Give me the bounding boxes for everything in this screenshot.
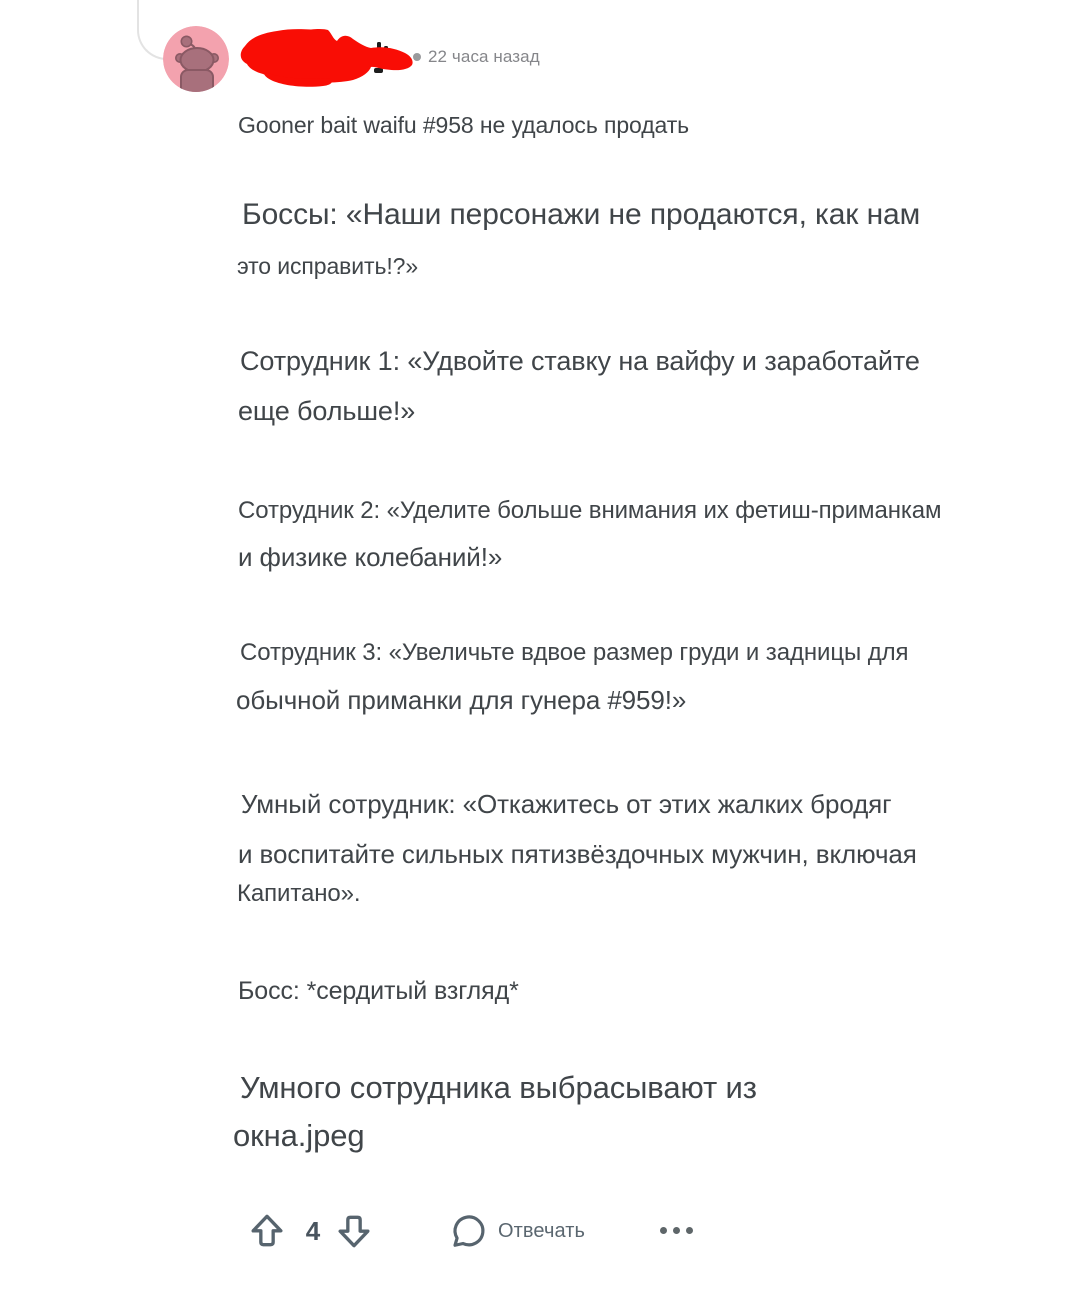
- comment-text-line: и физике колебаний!»: [238, 542, 503, 572]
- snoo-avatar-icon: [163, 26, 229, 92]
- upvote-arrow-icon: [247, 1211, 287, 1251]
- comment-timestamp: 22 часа назад: [428, 47, 540, 66]
- reply-button-label: Отвечать: [498, 1219, 586, 1242]
- comment-text-line: Умный сотрудник: «Откажитесь от этих жалких бродяг: [241, 789, 892, 819]
- avatar[interactable]: [163, 26, 229, 92]
- comment-text-line: Сотрудник 3: «Увеличьте вдвое размер груди и задницы для: [240, 639, 909, 666]
- comment-text-line: окна.jpeg: [233, 1118, 365, 1153]
- ellipsis-icon: [660, 1227, 693, 1234]
- meta-separator-dot: [413, 53, 421, 61]
- more-options-button[interactable]: [654, 1221, 698, 1239]
- comment-text-line: Боссы: «Наши персонажи не продаются, как нам: [242, 198, 921, 231]
- vote-count: 4: [305, 1216, 321, 1246]
- reply-button[interactable]: [449, 1211, 585, 1251]
- comment-text-line: обычной приманки для гунера #959!»: [236, 685, 687, 715]
- comment-action-bar: [0, 1205, 1080, 1255]
- comment-text-line: Капитано».: [237, 880, 361, 907]
- downvote-button[interactable]: [334, 1211, 374, 1251]
- comment-text-line: Gooner bait waifu #958 не удалось продать: [238, 112, 690, 138]
- username-redaction-scribble: [235, 22, 421, 88]
- comment-text-line: это исправить!?»: [237, 253, 419, 279]
- comment-text-line: Босс: *сердитый взгляд*: [238, 977, 519, 1005]
- comment-text-line: Умного сотрудника выбрасывают из: [240, 1070, 757, 1105]
- comment-text-line: и воспитайте сильных пятизвёздочных мужчин, включая: [238, 839, 917, 869]
- comment-text-line: Сотрудник 1: «Удвойте ставку на вайфу и заработайте: [240, 346, 920, 376]
- comment-text-line: еще больше!»: [238, 396, 416, 426]
- upvote-button[interactable]: [247, 1211, 287, 1251]
- comment-text-line: Сотрудник 2: «Уделите больше внимания их фетиш-приманкам: [238, 497, 942, 524]
- speech-bubble-icon: [449, 1212, 487, 1250]
- downvote-arrow-icon: [334, 1211, 374, 1251]
